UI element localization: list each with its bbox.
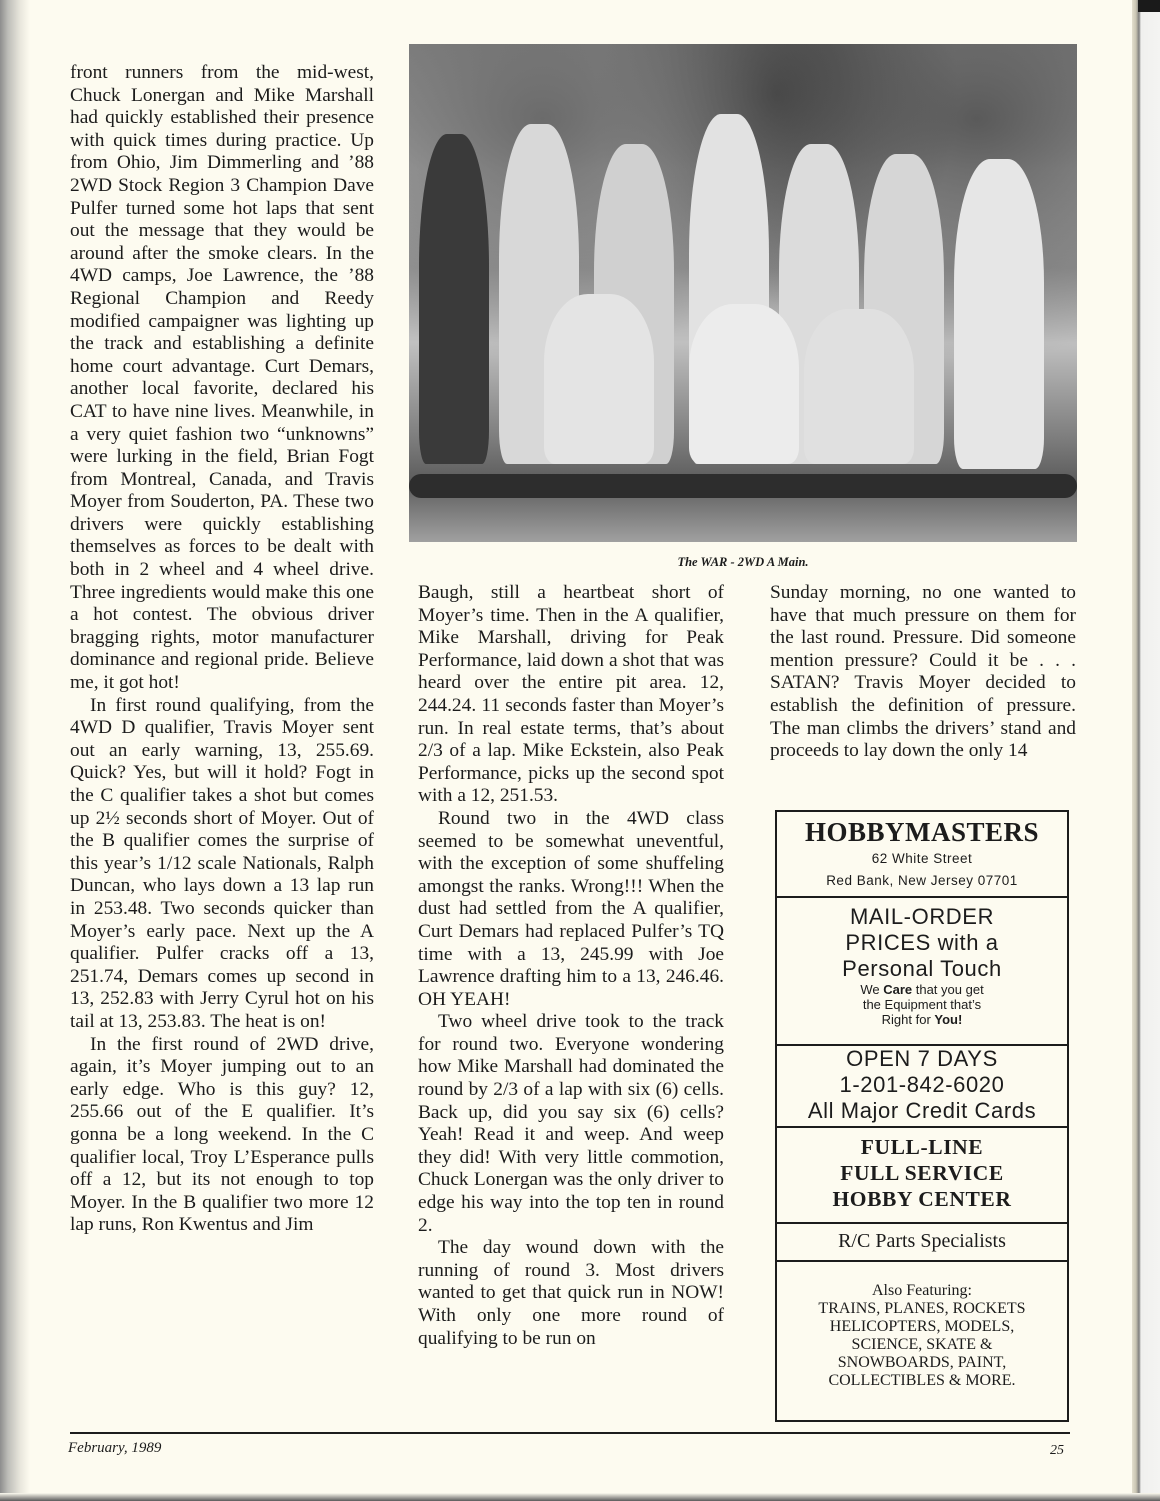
ad-headline-line: MAIL-ORDER: [849, 904, 995, 929]
ad-service-line: FULL-LINE: [860, 1135, 984, 1159]
ad-service-line: FULL SERVICE: [840, 1161, 1004, 1185]
ad-care-emphasis: You!: [934, 1012, 963, 1027]
ad-store-name: HOBBYMASTERS: [804, 817, 1040, 847]
photo-person: [544, 294, 654, 464]
ad-specialty-text: R/C Parts Specialists: [838, 1230, 1006, 1252]
article-column-2: [418, 582, 724, 1350]
ad-featuring-line: SCIENCE, SKATE &: [851, 1336, 993, 1353]
photo-person: [954, 159, 1044, 469]
article-column-3: [770, 582, 1076, 763]
ad-hours: OPEN 7 DAYS: [846, 1046, 998, 1071]
ad-featuring-label: Also Featuring:: [872, 1282, 972, 1299]
team-photo: [409, 44, 1077, 542]
ad-headline-line: PRICES with a: [845, 930, 999, 955]
ad-service-line: HOBBY CENTER: [832, 1187, 1012, 1211]
ad-mailorder: [777, 898, 1067, 1046]
footer-date: February, 1989: [68, 1440, 162, 1456]
ad-care-text: that you get: [912, 982, 984, 997]
paragraph: Sunday morning, no one wanted to have that much pressure on them for the last round. Pressure. Did someone mention pressure? Could it be . . . SATAN? Travis Moyer decided to establish the definition of pressure. The man climbs the drivers’ stand and proceeds to lay down the only 14: [770, 582, 1076, 762]
photo-hose: [409, 474, 1077, 498]
ad-headline-line: Personal Touch: [842, 956, 1002, 981]
ad-care-line: [777, 982, 1067, 997]
ad-featuring-line: SNOWBOARDS, PAINT,: [837, 1354, 1007, 1371]
ad-phone: 1-201-842-6020: [839, 1072, 1005, 1097]
paragraph: In the first round of 2WD drive, again, it’s Moyer jumping out to an early edge. Who is this guy? 12, 255.66 out of the E qualifier. It’s gonna be a long weekend. In the C qualifier local, Troy L’Esperance pulls off a 12, but its not enough to top Moyer. In the B qualifier two more 12 lap runs, Ron Kwentus and Jim: [70, 1033, 374, 1236]
paragraph: In first round qualifying, from the 4WD D qualifier, Travis Moyer sent out an early warning, 13, 255.69. Quick? Yes, but will it hold? Fogt in the C qualifier takes a shot but comes up 2½ seconds short of Moyer. Out of the B qualifier comes the surprise of this year’s 1/12 scale Nationals, Ralph Duncan, who lays down a 13 lap run in 253.48. Two seconds quicker than Moyer’s early pace. Next up the A qualifier. Pulfer cracks off a 13, 251.74, Demars comes up second in 13, 252.83 with Jerry Cyrul hot on his tail at 13, 253.83. The heat is on!: [70, 694, 374, 1032]
ad-featuring-line: HELICOPTERS, MODELS,: [829, 1318, 1015, 1335]
photo-caption: The WAR - 2WD A Main.: [677, 555, 809, 569]
footer-rule: [70, 1432, 1070, 1434]
hobbymasters-ad-lower: [775, 1222, 1069, 1422]
ad-care-text: We: [860, 982, 884, 997]
ad-contact: [777, 1046, 1067, 1128]
ad-care-line: [777, 1012, 1067, 1027]
paragraph: Baugh, still a heartbeat short of Moyer’s time. Then in the A qualifier, Mike Marshall, driving for Peak Performance, laid down a shot that was heard over the entire pit area. 12, 244.24. 11 seconds faster than Moyer’s run. In real estate terms, that’s about 2/3 of a lap. Mike Eckstein, also Peak Performance, picks up the second spot with a 12, 251.53.: [418, 582, 724, 807]
scan-corner: [1138, 0, 1160, 12]
ad-specialty: [777, 1222, 1067, 1262]
photo-person: [419, 134, 489, 464]
ad-service: [777, 1128, 1067, 1218]
ad-featuring-line: TRAINS, PLANES, ROCKETS: [818, 1300, 1026, 1317]
scan-bottom-edge: [0, 1493, 1160, 1501]
photo-person: [689, 304, 799, 464]
ad-care-emphasis: Care: [883, 982, 913, 997]
article-column-1: [70, 62, 374, 1237]
page-binding-shadow: [0, 0, 30, 1501]
paragraph: Round two in the 4WD class seemed to be somewhat uneventful, with the exception of some shuffeling amongst the ranks. Wrong!!! When the dust had settled from the A qualifier, Curt Demars had replaced Pulfer’s TQ time with a 13, 245.99 with Joe Lawrence drafting him to a 13, 246.46. OH YEAH!: [418, 807, 724, 1010]
ad-care-line: the Equipment that’s: [862, 997, 982, 1012]
ad-address-city: Red Bank, New Jersey 07701: [826, 873, 1018, 888]
ad-credit: All Major Credit Cards: [807, 1098, 1037, 1123]
ad-featuring-line: COLLECTIBLES & MORE.: [828, 1372, 1016, 1389]
paragraph: The day wound down with the running of round 3. Most drivers wanted to get that quick run in NOW! With only one more round of qualifying to be run on: [418, 1237, 724, 1349]
hobbymasters-ad: [775, 810, 1069, 1224]
ad-care-text: Right for: [881, 1012, 935, 1027]
ad-address-street: 62 White Street: [871, 851, 973, 866]
photo-person: [804, 309, 914, 464]
page-edge: [1132, 0, 1160, 1501]
paragraph: front runners from the mid-west, Chuck Lonergan and Mike Marshall had quickly established their presence with quick times during practice. Up from Ohio, Jim Dimmerling and ’88 2WD Stock Region 3 Champion Dave Pulfer turned some hot laps that sent out the message that they would be around after the smoke clears. In the 4WD camps, Joe Lawrence, the ’88 Regional Champion and Reedy modified campaigner was lighting up the track and establishing a definite home court advantage. Curt Demars, another local favorite, declared his CAT to have nine lives. Meanwhile, in a very quiet fashion two “unknowns” were lurking in the field, Brian Fogt from Montreal, Canada, and Travis Moyer from Souderton, PA. These two drivers were quickly establishing themselves as forces to be dealt with both in 2 wheel and 4 wheel drive. Three ingredients would make this one a hot contest. The obvious driver bragging rights, motor manufacturer dominance and regional pride. Believe me, it got hot!: [70, 62, 374, 694]
ad-header: [777, 812, 1067, 898]
paragraph: Two wheel drive took to the track for round two. Everyone wondering how Mike Marshall had dominated the round by 2/3 of a lap with six (6) cells. Back up, did you say six (6) cells? Yeah! Read it and weep. And weep they did! With very little commotion, Chuck Lonergan was the only driver to edge his way into the top ten in round 2.: [418, 1011, 724, 1236]
ad-featuring: [777, 1262, 1067, 1390]
page-number: 25: [1050, 1443, 1064, 1458]
